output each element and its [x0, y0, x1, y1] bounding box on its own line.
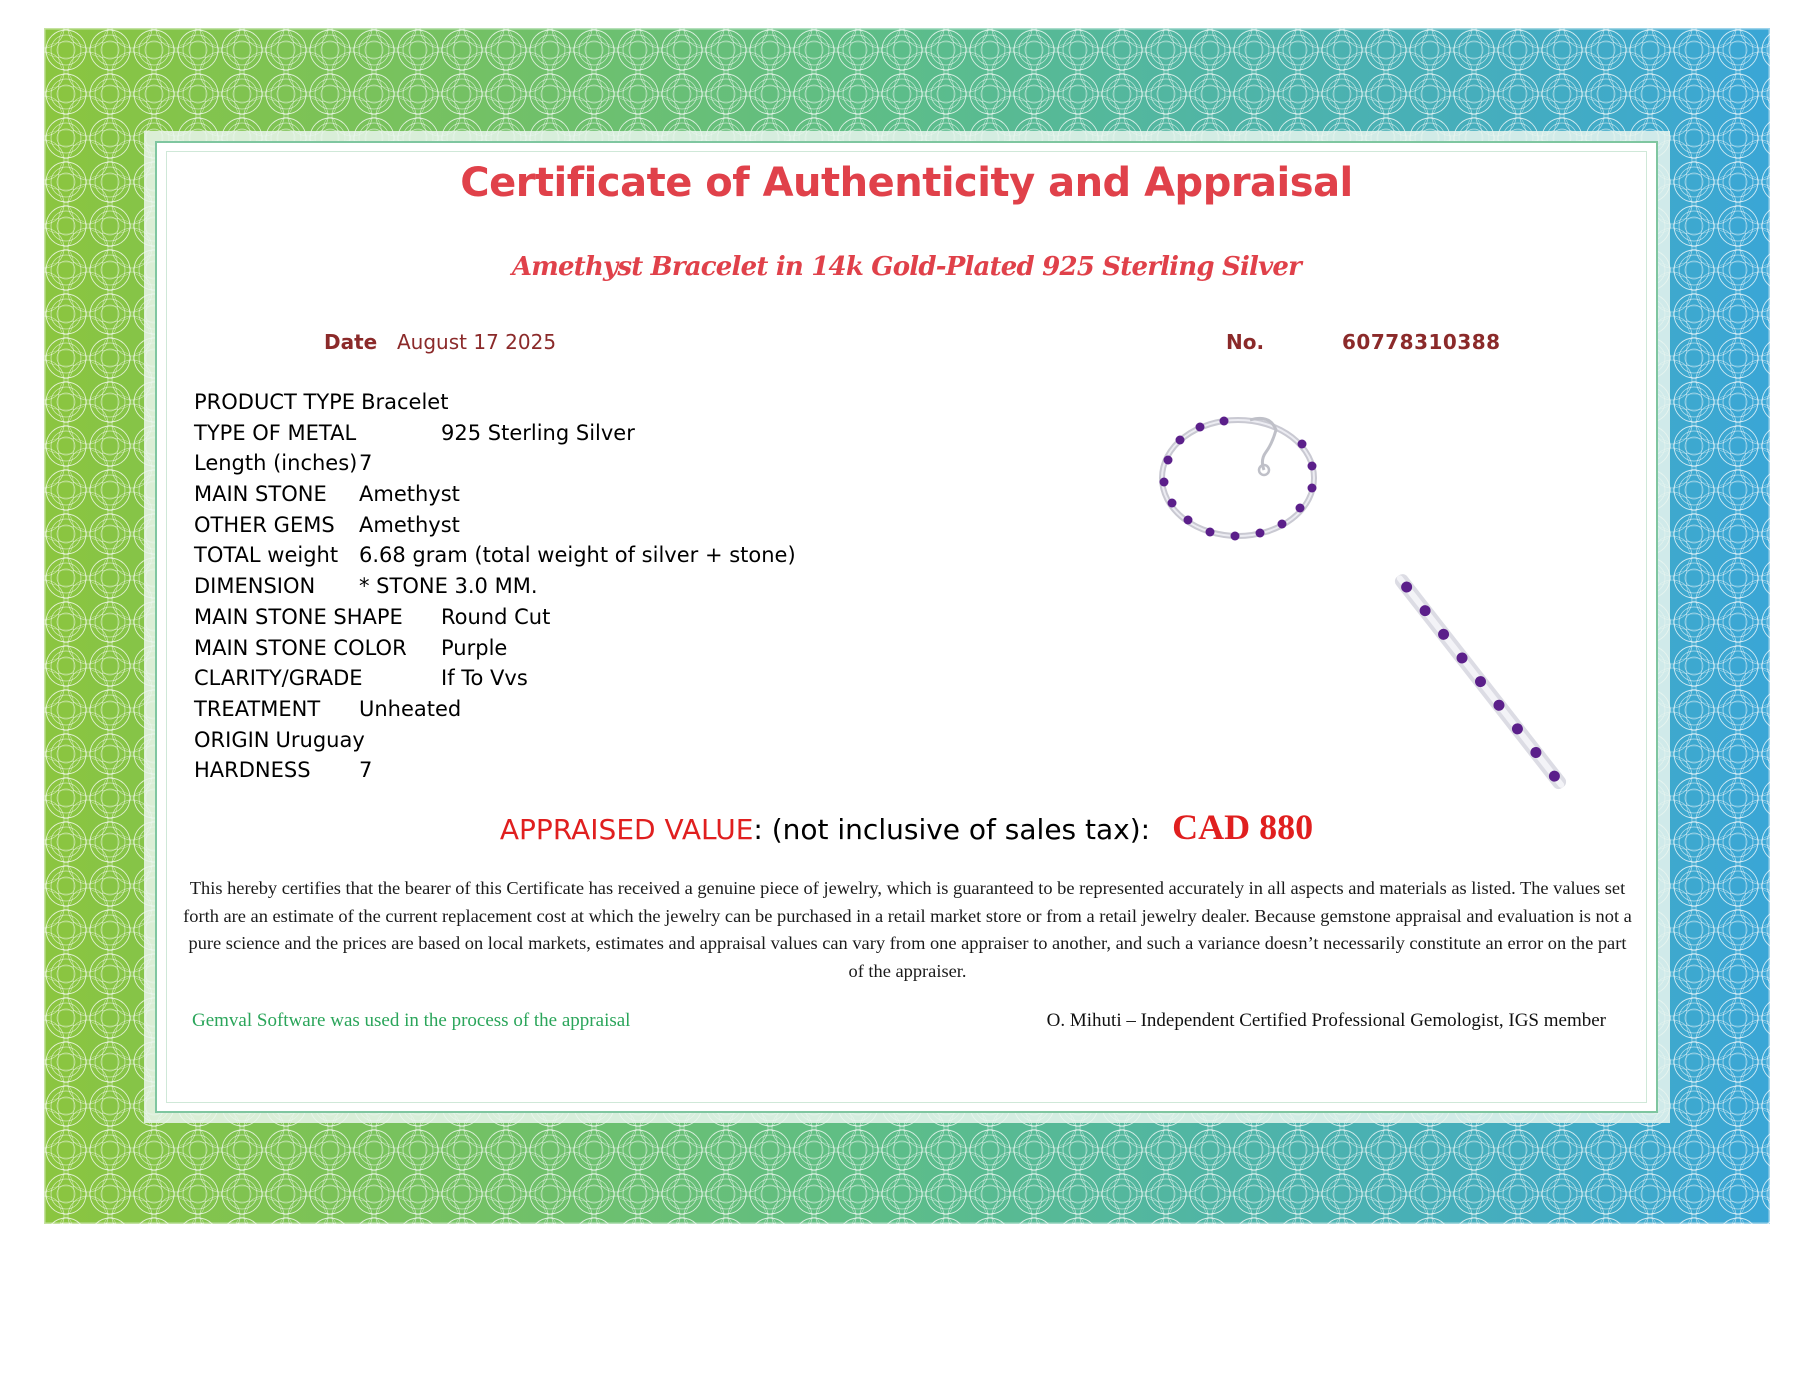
- spec-key: Length (inches): [194, 451, 358, 476]
- spec-key-text: PRODUCT TYPE: [194, 390, 356, 414]
- certificate-subtitle: Amethyst Bracelet in 14k Gold-Plated 925 Sterling Silver: [511, 252, 1302, 282]
- bracelet-loop-image: [1160, 417, 1317, 541]
- spec-row-total-weight: [194, 543, 894, 574]
- appraised-value: [155, 806, 1658, 848]
- date-label: Date: [324, 330, 378, 354]
- spec-key: CLARITY/GRADE: [194, 666, 363, 691]
- appraised-value-note: : (not inclusive of sales tax):: [753, 813, 1151, 846]
- spec-row-treatment: [194, 697, 894, 728]
- spec-row-dimension: [194, 574, 894, 605]
- software-note: Gemval Software was used in the process of the appraisal: [192, 1010, 631, 1031]
- spec-value: Amethyst: [359, 482, 460, 507]
- spec-key: [194, 728, 365, 752]
- certificate-title: Certificate of Authenticity and Appraisal: [460, 160, 1353, 206]
- spec-key: TREATMENT: [194, 696, 321, 721]
- spec-key: [194, 390, 448, 414]
- spec-row-clarity: [194, 666, 894, 697]
- spec-row-metal: [194, 421, 894, 452]
- spec-value: Unheated: [359, 696, 462, 721]
- spec-key: MAIN STONE: [194, 482, 327, 507]
- spec-row-product-type: [194, 390, 894, 421]
- certificate-number-value: 60778310388: [1342, 330, 1501, 354]
- spec-value: Uruguay: [275, 727, 365, 752]
- spec-key: OTHER GEMS: [194, 512, 335, 537]
- spec-value: Amethyst: [359, 512, 460, 537]
- spec-value: 7: [359, 451, 373, 476]
- spec-row-main-stone: [194, 482, 894, 513]
- spec-row-stone-shape: [194, 605, 894, 636]
- spec-key: TOTAL weight: [194, 543, 339, 568]
- spec-value: Bracelet: [361, 390, 449, 414]
- spec-value: 6.68 gram (total weight of silver + stone): [359, 543, 796, 568]
- spec-value: 925 Sterling Silver: [441, 420, 635, 445]
- spec-value: 7: [359, 758, 373, 783]
- spec-row-hardness: [194, 758, 894, 789]
- specification-list: [194, 390, 894, 789]
- product-photos: [1140, 400, 1620, 800]
- spec-key: DIMENSION: [194, 574, 316, 599]
- appraised-value-amount: CAD 880: [1172, 807, 1314, 847]
- spec-key: HARDNESS: [194, 758, 311, 783]
- date-value: August 17 2025: [397, 330, 557, 354]
- spec-key: TYPE OF METAL: [194, 420, 357, 445]
- spec-key: MAIN STONE COLOR: [194, 635, 407, 660]
- certification-statement: This hereby certifies that the bearer of this Certificate has received a genuine piece of jewelry, which is guaranteed to be represented accurately in all aspects and materials as listed. The values set forth are an estimate of the current replacement cost at which the jewelry can be purchased in a retail market store or from a retail jewelry dealer. Because gemstone appraisal and evaluation is not a pure science and the prices are based on local markets, estimates and appraisal values can vary from one appraiser to another, and such a variance doesn’t necessarily constitute an error on the part of the appraiser.: [183, 878, 1632, 981]
- spec-row-other-gems: [194, 513, 894, 544]
- bracelet-straight-image: [1392, 572, 1568, 792]
- spec-row-length: [194, 451, 894, 482]
- spec-value: If To Vvs: [441, 666, 528, 691]
- spec-value: * STONE 3.0 MM.: [359, 574, 538, 599]
- certificate-number-label: No.: [1226, 330, 1265, 354]
- spec-key: MAIN STONE SHAPE: [194, 604, 403, 629]
- spec-value: Round Cut: [441, 604, 551, 629]
- spec-key-text: ORIGIN: [194, 727, 270, 752]
- spec-row-stone-color: [194, 636, 894, 667]
- appraised-value-label: APPRAISED VALUE: [499, 813, 754, 846]
- spec-value: Purple: [441, 635, 508, 660]
- appraiser-signature-line: O. Mihuti – Independent Certified Professional Gemologist, IGS member: [1046, 1010, 1606, 1031]
- spec-row-origin: [194, 728, 894, 759]
- bracelet-photo: [1140, 400, 1620, 800]
